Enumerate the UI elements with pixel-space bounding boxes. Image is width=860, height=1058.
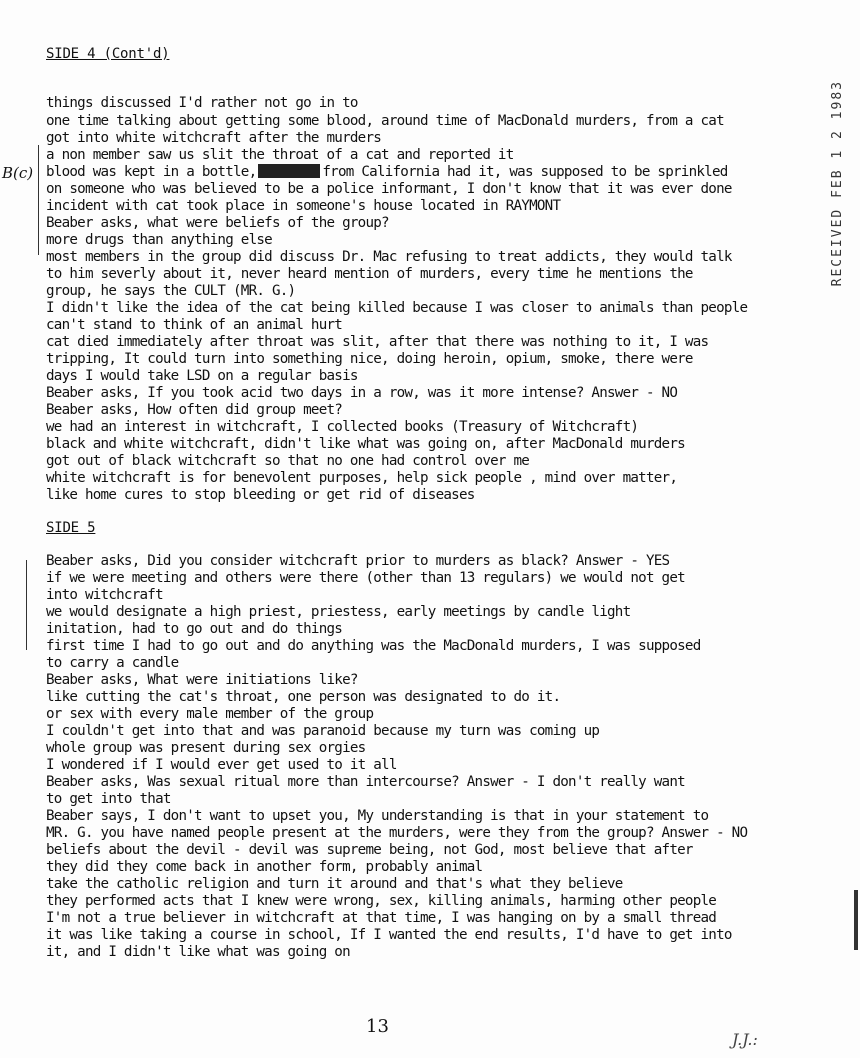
side4-line-4: a non member saw us slit the throat of a cat and reported it — [46, 147, 514, 163]
side4-line-14: can't stand to think of an animal hurt — [46, 317, 343, 333]
side4-line-16: tripping, It could turn into something nice, doing heroin, opium, smoke, there were — [46, 351, 693, 367]
side5-line-7: to carry a candle — [46, 655, 179, 671]
side5-line-24: it, and I didn't like what was going on — [46, 944, 350, 960]
side4-line-1: things discussed I'd rather not go in to — [46, 95, 358, 111]
side5-line-12: whole group was present during sex orgies — [46, 740, 366, 756]
side5-line-14: Beaber asks, Was sexual ritual more than intercourse? Answer - I don't really want — [46, 774, 685, 790]
side4-line-21: black and white witchcraft, didn't like what was going on, after MacDonald murders — [46, 436, 685, 452]
side5-line-1: Beaber asks, Did you consider witchcraft prior to murders as black? Answer - YES — [46, 553, 670, 569]
margin-note: B(c) — [2, 164, 34, 182]
side4-line-3: got into white witchcraft after the murders — [46, 130, 382, 146]
received-stamp-text: RECEIVED FEB 1 2 1983 — [830, 80, 845, 287]
received-stamp — [826, 80, 854, 287]
page-number: 13 — [366, 1016, 389, 1037]
side4-line-2: one time talking about getting some blood, around time of MacDonald murders, from a cat — [46, 113, 724, 129]
side5-heading: SIDE 5 — [46, 520, 96, 536]
side5-line-8: Beaber asks, What were initiations like? — [46, 672, 358, 688]
side5-line-10: or sex with every male member of the group — [46, 706, 374, 722]
side5-line-16: Beaber says, I don't want to upset you, My understanding is that in your statement to — [46, 808, 709, 824]
side5-line-3: into witchcraft — [46, 587, 163, 603]
side4-line-17: days I would take LSD on a regular basis — [46, 368, 358, 384]
side5-line-9: like cutting the cat's throat, one person was designated to do it. — [46, 689, 561, 705]
side5-line-15: to get into that — [46, 791, 171, 807]
side5-line-23: it was like taking a course in school, If I wanted the end results, I'd have to get into — [46, 927, 732, 943]
side4-line-9: more drugs than anything else — [46, 232, 272, 248]
side4-line-8: Beaber asks, what were beliefs of the group? — [46, 215, 389, 231]
side4-line-7: incident with cat took place in someone's house located in RAYMONT — [46, 198, 561, 214]
side5-line-22: I'm not a true believer in witchcraft at that time, I was hanging on by a small thread — [46, 910, 717, 926]
scan-edge-mark — [854, 890, 858, 950]
redaction-block — [258, 164, 320, 178]
side5-line-21: they performed acts that I knew were wrong, sex, killing animals, harming other people — [46, 893, 717, 909]
side5-line-2: if we were meeting and others were there (other than 13 regulars) we would not get — [46, 570, 685, 586]
side5-line-19: they did they come back in another form, probably animal — [46, 859, 483, 875]
side4-line-12: group, he says the CULT (MR. G.) — [46, 283, 296, 299]
side5-line-11: I couldn't get into that and was paranoid because my turn was coming up — [46, 723, 600, 739]
side4-line-20: we had an interest in witchcraft, I collected books (Treasury of Witchcraft) — [46, 419, 639, 435]
handwritten-initials: J.J.: — [732, 1030, 758, 1049]
side5-line-6: first time I had to go out and do anything was the MacDonald murders, I was supposed — [46, 638, 701, 654]
side5-line-13: I wondered if I would ever get used to it all — [46, 757, 397, 773]
side4-line-5 — [46, 164, 728, 181]
side4-line-13: I didn't like the idea of the cat being killed because I was closer to animals than people — [46, 300, 748, 316]
side5-line-4: we would designate a high priest, priestess, early meetings by candle light — [46, 604, 631, 620]
side4-heading: SIDE 4 (Cont'd) — [46, 46, 170, 62]
side5-line-20: take the catholic religion and turn it around and that's what they believe — [46, 876, 623, 892]
side4-line-19: Beaber asks, How often did group meet? — [46, 402, 343, 418]
side4-line-18: Beaber asks, If you took acid two days in a row, was it more intense? Answer - NO — [46, 385, 678, 401]
margin-bracket-side5 — [26, 560, 27, 650]
side4-line-10: most members in the group did discuss Dr. Mac refusing to treat addicts, they would talk — [46, 249, 732, 265]
side5-line-5: initation, had to go out and do things — [46, 621, 343, 637]
side5-line-17: MR. G. you have named people present at the murders, were they from the group? Answer - NO — [46, 825, 748, 841]
side4-line-15: cat died immediately after throat was slit, after that there was nothing to it, I was — [46, 334, 709, 350]
side4-line-6: on someone who was believed to be a police informant, I don't know that it was ever done — [46, 181, 732, 197]
side4-line-11: to him severly about it, never heard mention of murders, every time he mentions the — [46, 266, 693, 282]
side4-line-22: got out of black witchcraft so that no one had control over me — [46, 453, 530, 469]
side4-line-5-start: blood was kept in a bottle, — [46, 164, 257, 180]
side4-line-23: white witchcraft is for benevolent purposes, help sick people , mind over matter, — [46, 470, 678, 486]
side4-line-5-end: from California had it, was supposed to be sprinkled — [322, 164, 728, 180]
side4-line-24: like home cures to stop bleeding or get rid of diseases — [46, 487, 475, 503]
margin-bracket-side4 — [38, 145, 39, 255]
side5-line-18: beliefs about the devil - devil was supreme being, not God, most believe that after — [46, 842, 693, 858]
